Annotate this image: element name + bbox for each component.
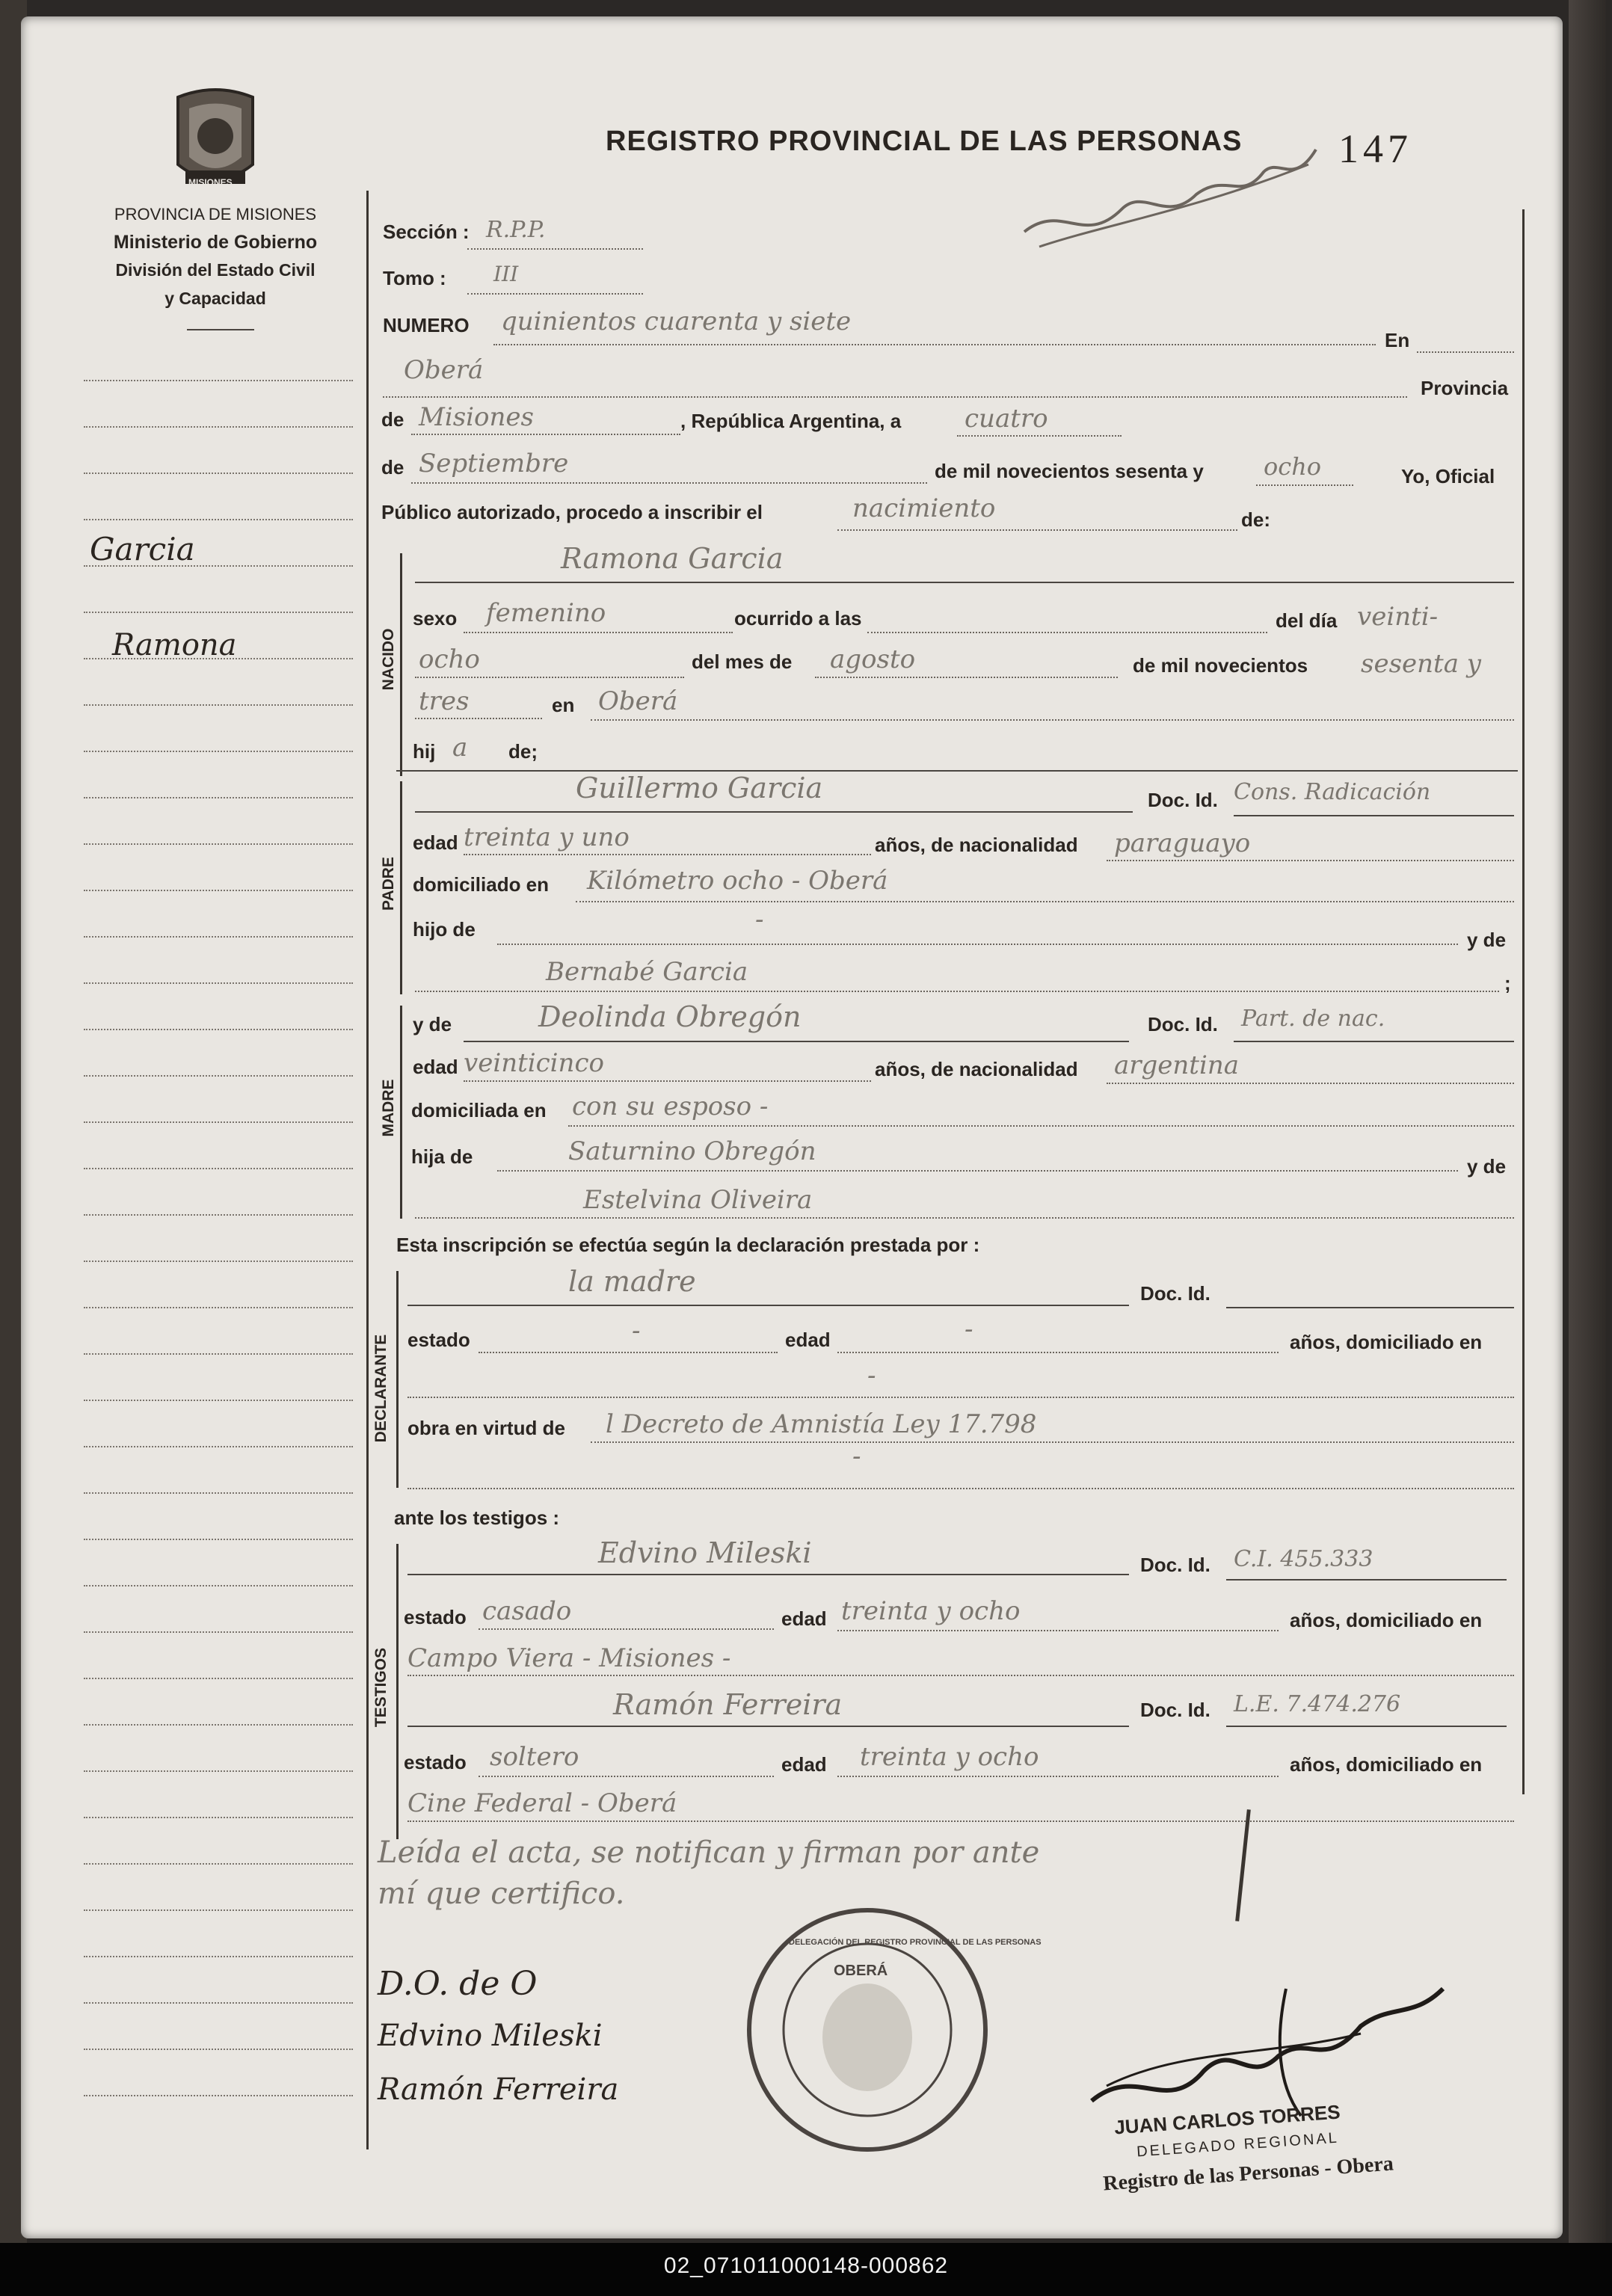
official-office: Registro de las Personas - Obera: [1102, 2152, 1394, 2196]
margin-line: [84, 1863, 353, 1865]
margin-line: [84, 1678, 353, 1679]
margin-line: [84, 1353, 353, 1355]
padre-doc-label: Doc. Id.: [1148, 789, 1218, 811]
person-name-line: [415, 582, 1514, 583]
province-value: Misiones: [419, 402, 534, 432]
form-left-rule: [366, 191, 369, 2149]
hijo-value: -: [755, 905, 764, 935]
testigo2-edad-label: edad: [781, 1753, 827, 1776]
margin-line: [84, 519, 353, 520]
tomo-value: III: [493, 262, 519, 286]
declaracion-intro: Esta inscripción se efectúa según la declaración prestada por :: [396, 1234, 980, 1256]
birth-year-value-2: tres: [419, 686, 470, 716]
margin-line: [84, 612, 353, 613]
day-line: [957, 435, 1122, 437]
form-right-rule: [1522, 209, 1525, 1794]
month-value: Septiembre: [419, 449, 569, 478]
birth-month-line: [815, 677, 1118, 678]
margin-line: [84, 982, 353, 984]
padre-doc-value: Cons. Radicación: [1234, 779, 1431, 805]
birth-month-value: agosto: [830, 644, 916, 674]
testigo1-estado-line: [479, 1628, 774, 1630]
margin-line: [84, 797, 353, 798]
testigo2-estado-line: [479, 1776, 774, 1777]
obra-value: l Decreto de Amnistía Ley 17.798: [606, 1409, 1037, 1439]
padre-domicilio-value: Kilómetro ocho - Oberá: [587, 866, 888, 896]
padre-box: [400, 781, 402, 994]
testigo1-domicilio-line: [407, 1675, 1514, 1676]
place-value: Oberá: [404, 355, 484, 385]
padre-domicilio-label: domiciliado en: [413, 873, 550, 896]
obra-line2: [407, 1488, 1514, 1489]
declarante-domicilio-line: [407, 1397, 1514, 1398]
testigo1-domicilio-value: Campo Viera - Misiones -: [407, 1643, 731, 1673]
del-mes-label: del mes de: [692, 650, 793, 673]
hijo-label: hijo de: [413, 918, 476, 941]
obra-line: [591, 1441, 1514, 1443]
official-role: DELEGADO REGIONAL: [1136, 2129, 1340, 2161]
register-page: [21, 16, 1563, 2238]
nacido-bottom-line: [396, 770, 1518, 772]
testigo2-estado-value: soltero: [490, 1742, 579, 1772]
de-label: de: [381, 408, 404, 431]
signature-1: D.O. de O: [378, 1965, 538, 2003]
testigo1-name: Edvino Mileski: [598, 1536, 812, 1569]
nacido-box: [400, 553, 402, 776]
padre-y-de-label: y de: [1467, 929, 1507, 951]
document-title: REGISTRO PROVINCIAL DE LAS PERSONAS: [606, 126, 1243, 157]
margin-line: [84, 473, 353, 474]
page-number: 147: [1338, 126, 1412, 171]
de3-label: de:: [1241, 508, 1270, 531]
testigo2-doc-label: Doc. Id.: [1140, 1699, 1210, 1721]
provincia-label: Provincia: [1421, 377, 1509, 399]
publico-label: Público autorizado, procedo a inscribir el: [381, 501, 763, 523]
margin-line: [84, 936, 353, 938]
margin-line: [84, 1400, 353, 1401]
testigo1-anos-label: años, domiciliado en: [1290, 1609, 1483, 1631]
padre-section-label: PADRE: [380, 857, 397, 911]
padre-nat-line: [1107, 860, 1514, 861]
margin-line: [84, 1817, 353, 1818]
testigo2-anos-label: años, domiciliado en: [1290, 1753, 1483, 1776]
margin-line: [84, 704, 353, 706]
margin-line: [84, 2002, 353, 2004]
madre-domicilio-value: con su esposo -: [572, 1092, 769, 1121]
madre-anos-label: años, de nacionalidad: [875, 1058, 1078, 1080]
testigo2-domicilio-value: Cine Federal - Oberá: [407, 1788, 677, 1818]
padre-nationality: paraguayo: [1114, 828, 1251, 858]
declarante-section-label: DECLARANTE: [372, 1334, 390, 1443]
madre-doc-line: [1234, 1041, 1514, 1042]
capacity-name: y Capacidad: [164, 289, 266, 308]
padre-name: Guillermo Garcia: [576, 772, 823, 804]
signature-2: Edvino Mileski: [378, 2019, 603, 2053]
place-line: [383, 396, 1407, 398]
testigo1-estado-label: estado: [404, 1606, 467, 1628]
signature-3: Ramón Ferreira: [378, 2072, 619, 2107]
en-label: En: [1385, 329, 1410, 351]
seal-label: MISIONES: [188, 177, 233, 188]
book-binding: [1569, 0, 1606, 2243]
tomo-label: Tomo :: [383, 267, 446, 289]
padre-doc-line: [1234, 815, 1514, 816]
margin-line: [84, 1492, 353, 1494]
hij-suffix: a: [452, 733, 468, 763]
testigos-section-label: TESTIGOS: [372, 1647, 390, 1728]
margin-line: [84, 2095, 353, 2096]
sexo-label: sexo: [413, 607, 458, 630]
padre-domicilio-line: [576, 901, 1514, 902]
margin-line: [84, 1909, 353, 1911]
obra-label: obra en virtud de: [407, 1417, 565, 1439]
ocurrido-label: ocurrido a las: [734, 607, 862, 630]
margin-line: [84, 1168, 353, 1169]
declarante-estado-line: [479, 1352, 778, 1353]
seccion-label: Sección :: [383, 221, 470, 243]
act-value: nacimiento: [852, 493, 996, 523]
seccion-value: R.P.P.: [486, 217, 546, 243]
day-value-1: veinti-: [1357, 602, 1439, 632]
mil-nov-label: de mil novecientos: [1133, 654, 1308, 677]
madre-doc-label: Doc. Id.: [1148, 1013, 1218, 1035]
numero-value: quinientos cuarenta y siete: [501, 307, 852, 336]
testigo2-domicilio-line: [407, 1821, 1514, 1822]
sexo-value: femenino: [486, 598, 606, 628]
hija-label: hija de: [411, 1145, 473, 1168]
hij-prefix: hij: [413, 740, 436, 763]
declarante-line-value: -: [867, 1361, 876, 1391]
hij-de-label: de;: [508, 740, 538, 763]
margin-line: [84, 1585, 353, 1586]
madre-parent2: Estelvina Oliveira: [583, 1185, 813, 1215]
margin-line: [84, 1724, 353, 1726]
testigo2-doc-value: L.E. 7.474.276: [1234, 1691, 1401, 1717]
nacido-section-label: NACIDO: [380, 628, 397, 691]
margin-line: [84, 1770, 353, 1772]
birth-year-value-1: sesenta y: [1361, 649, 1481, 679]
declarante-estado-value: -: [632, 1316, 641, 1346]
day-value-2: ocho: [419, 644, 480, 674]
birth-place-value: Oberá: [598, 686, 678, 716]
division-name: División del Estado Civil: [115, 260, 316, 280]
birth-en-label: en: [552, 694, 575, 716]
madre-domicilio-line: [568, 1125, 1514, 1127]
margin-line: [84, 426, 353, 428]
province-line: [411, 434, 680, 435]
testigo2-name-line: [407, 1726, 1129, 1727]
closing-line-2: mí que certifico.: [378, 1877, 625, 1911]
year-value: ocho: [1264, 452, 1322, 481]
testigos-box: [396, 1544, 399, 1839]
margin-line: [84, 1956, 353, 1957]
padre-parent2-line: [415, 991, 1499, 992]
testigo2-estado-label: estado: [404, 1751, 467, 1773]
margin-line: [84, 2049, 353, 2050]
madre-name: Deolinda Obregón: [538, 1000, 802, 1033]
madre-domicilio-label: domiciliada en: [411, 1099, 547, 1121]
madre-edad-value: veinticinco: [464, 1048, 604, 1078]
testigo1-edad-value: treinta y ocho: [841, 1596, 1021, 1626]
madre-y-de-label: y de: [413, 1013, 452, 1035]
margin-line: [84, 1214, 353, 1216]
margin-line: [84, 1631, 353, 1633]
header-signature: [1017, 142, 1331, 261]
year2-line: [415, 718, 542, 719]
margin-line: [84, 890, 353, 891]
padre-edad-line: [464, 854, 871, 855]
declarante-doc-line: [1226, 1307, 1514, 1308]
testigo2-edad-value: treinta y ocho: [860, 1742, 1039, 1772]
padre-edad-label: edad: [413, 831, 458, 854]
madre-y-de-label2: y de: [1467, 1155, 1507, 1178]
padre-edad-value: treinta y uno: [464, 822, 630, 852]
declarante-line: [407, 1305, 1129, 1306]
testigo2-doc-line: [1226, 1726, 1507, 1727]
madre-parent2-line: [415, 1217, 1514, 1219]
margin-surname: Garcia: [90, 531, 195, 567]
testigo1-doc-line: [1226, 1579, 1507, 1581]
padre-anos-label: años, de nacionalidad: [875, 834, 1078, 856]
madre-nationality: argentina: [1114, 1050, 1240, 1080]
ministry-name: Ministerio de Gobierno: [113, 232, 318, 253]
mil-label: de mil novecientos sesenta y: [935, 460, 1204, 482]
padre-name-line: [415, 811, 1133, 813]
testigo2-name: Ramón Ferreira: [613, 1688, 843, 1721]
sexo-line: [464, 632, 733, 633]
birth-place-line: [591, 719, 1514, 721]
madre-box: [400, 1006, 402, 1219]
margin-line: [84, 380, 353, 381]
margin-line: [84, 1446, 353, 1447]
republica-label: , República Argentina, a: [680, 410, 902, 432]
day-value: cuatro: [965, 404, 1048, 434]
hour-line: [867, 632, 1267, 633]
declarante-estado-label: estado: [407, 1329, 470, 1351]
official-signature: [1077, 1974, 1451, 2127]
act-line: [837, 529, 1237, 531]
madre-edad-label: edad: [413, 1056, 458, 1078]
testigo1-edad-line: [837, 1630, 1279, 1631]
margin-line: [84, 1261, 353, 1262]
person-name: Ramona Garcia: [561, 542, 784, 575]
testigo1-name-line: [407, 1574, 1129, 1575]
testigo1-doc-label: Doc. Id.: [1140, 1554, 1210, 1576]
margin-line: [84, 751, 353, 752]
testigo1-edad-label: edad: [781, 1607, 827, 1630]
declarante-edad-line: [837, 1352, 1279, 1353]
testigos-intro: ante los testigos :: [394, 1506, 560, 1529]
hijo-line: [497, 944, 1458, 945]
margin-given-name: Ramona: [112, 628, 237, 662]
declarante-edad-label: edad: [785, 1329, 831, 1351]
obra-line2-value: -: [852, 1441, 861, 1471]
testigo1-estado-value: casado: [482, 1596, 572, 1626]
declarante-value: la madre: [568, 1265, 696, 1298]
margin-line: [84, 843, 353, 845]
year-line: [1256, 484, 1353, 486]
numero-line: [493, 344, 1376, 345]
declarante-doc-label: Doc. Id.: [1140, 1282, 1210, 1305]
tomo-line: [467, 293, 643, 295]
margin-line: [84, 1121, 353, 1123]
image-id-caption: 02_071011000148-000862: [663, 2253, 949, 2278]
madre-section-label: MADRE: [380, 1079, 397, 1137]
del-dia-label: del día: [1276, 609, 1338, 632]
hija-value: Saturnino Obregón: [568, 1136, 816, 1166]
madre-nat-line: [1107, 1083, 1514, 1084]
numero-label: NUMERO: [383, 314, 470, 336]
margin-line: [84, 1029, 353, 1030]
padre-semicolon: ;: [1504, 972, 1511, 994]
declarante-edad-value: -: [965, 1314, 973, 1344]
header-divider: [187, 329, 254, 330]
padre-parent2: Bernabé Garcia: [546, 957, 748, 987]
de2-label: de: [381, 456, 404, 478]
stamp-text: DELEGACIÓN DEL REGISTRO PROVINCIAL DE LAS PERSONAS: [789, 1938, 1042, 1947]
madre-edad-line: [464, 1080, 871, 1082]
stamp-city: OBERÁ: [834, 1963, 888, 1979]
en-line: [1417, 351, 1514, 353]
province-name: PROVINCIA DE MISIONES: [114, 205, 317, 224]
month-line: [411, 482, 927, 484]
madre-doc-value: Part. de nac.: [1241, 1006, 1385, 1032]
testigo2-edad-line: [837, 1776, 1279, 1777]
testigo1-doc-value: C.I. 455.333: [1234, 1546, 1373, 1572]
madre-name-line: [464, 1041, 1129, 1042]
closing-line-1: Leída el acta, se notifican y firman por ante: [378, 1835, 1040, 1870]
margin-line: [84, 1075, 353, 1077]
day2-line: [415, 677, 684, 678]
declarante-anos-label: años, domiciliado en: [1290, 1331, 1483, 1353]
hija-line: [497, 1170, 1458, 1172]
margin-line: [84, 1307, 353, 1308]
seccion-line: [467, 248, 643, 250]
declarante-box: [396, 1271, 399, 1488]
official-name: JUAN CARLOS TORRES: [1113, 2100, 1341, 2139]
oficial-label: Yo, Oficial: [1401, 465, 1495, 487]
margin-line: [84, 1539, 353, 1540]
